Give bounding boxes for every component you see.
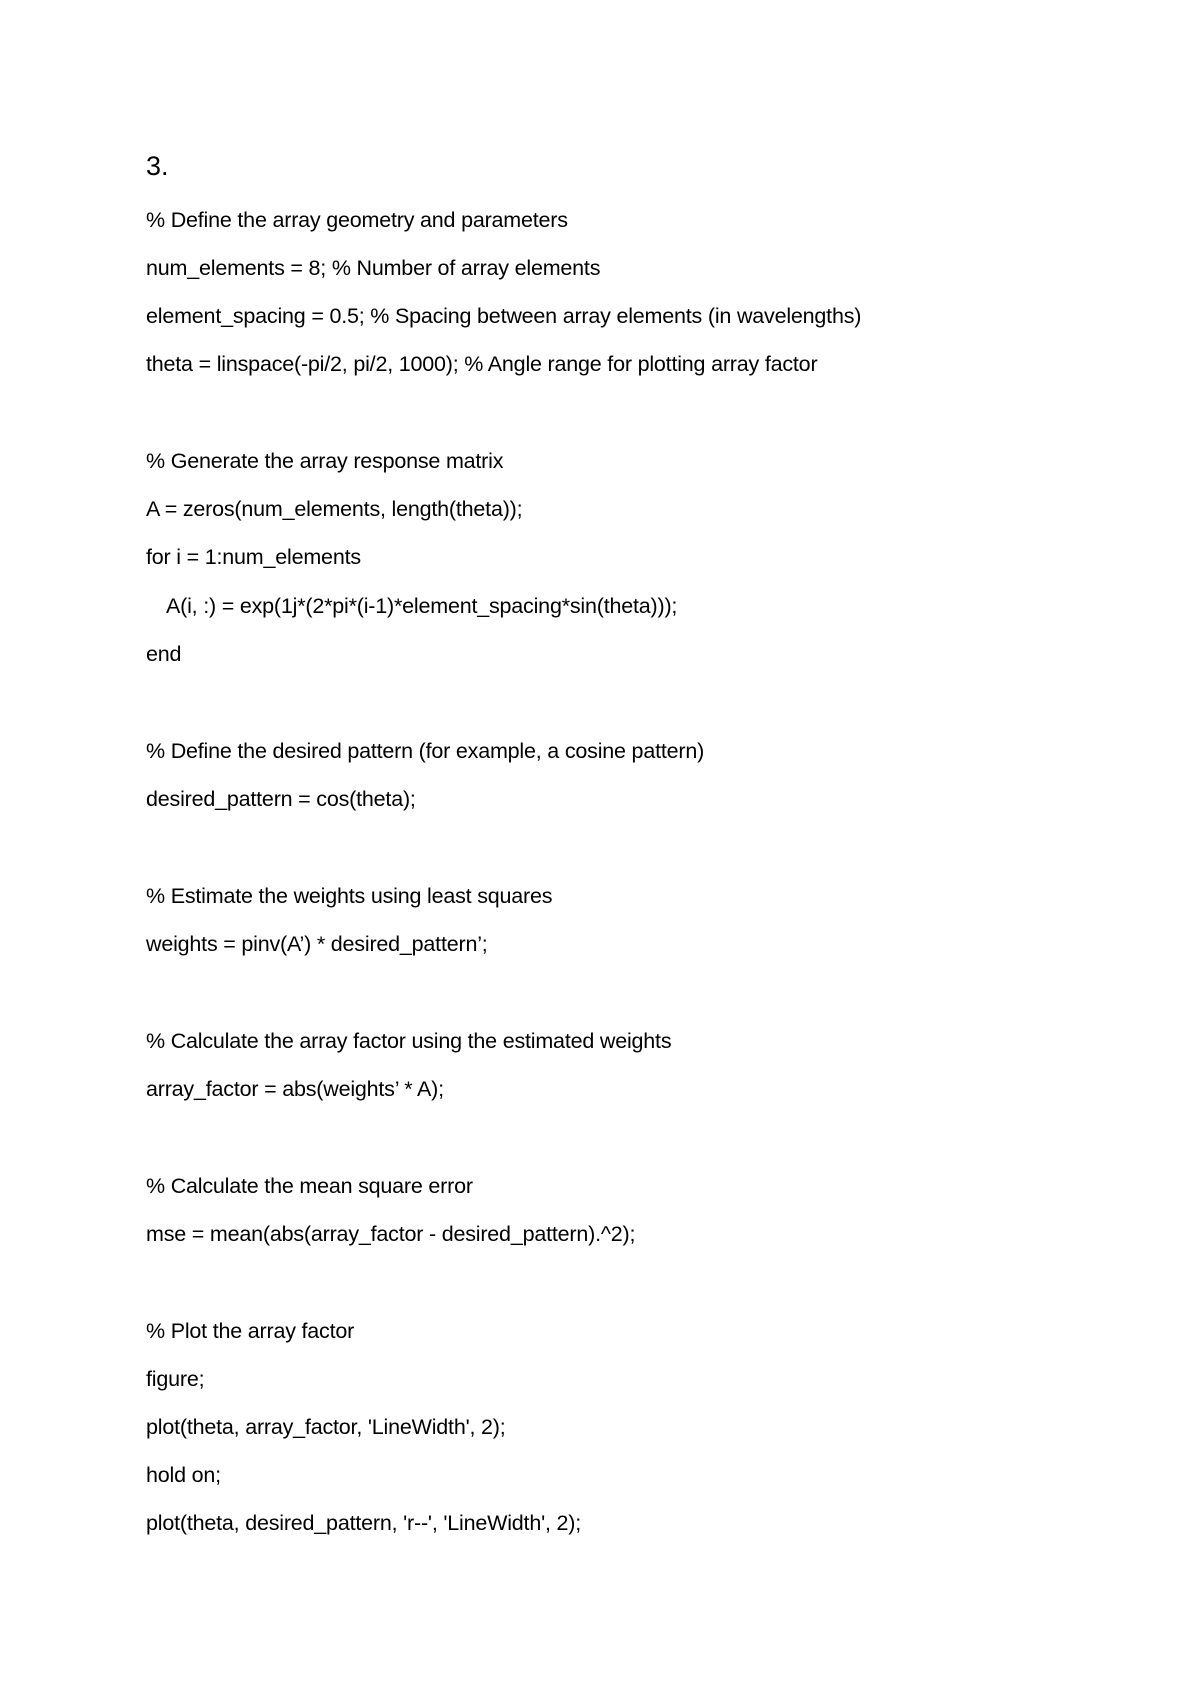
code-line: element_spacing = 0.5; % Spacing between array elements (in wavelengths): [146, 304, 862, 328]
code-line: plot(theta, desired_pattern, 'r--', 'LineWidth', 2);: [146, 1511, 582, 1535]
code-line: plot(theta, array_factor, 'LineWidth', 2);: [146, 1415, 506, 1439]
code-line: A = zeros(num_elements, length(theta));: [146, 497, 523, 521]
section-number: 3.: [146, 151, 169, 181]
code-line: num_elements = 8; % Number of array elements: [146, 256, 601, 280]
code-line: end: [146, 642, 182, 666]
code-line: weights = pinv(A’) * desired_pattern’;: [146, 932, 488, 956]
code-comment: % Estimate the weights using least squares: [146, 884, 553, 908]
code-line: theta = linspace(-pi/2, pi/2, 1000); % Angle range for plotting array factor: [146, 352, 818, 376]
code-line: A(i, :) = exp(1j*(2*pi*(i-1)*element_spacing*sin(theta)));: [166, 594, 678, 618]
code-line: desired_pattern = cos(theta);: [146, 787, 416, 811]
code-comment: % Define the array geometry and parameters: [146, 208, 568, 232]
code-comment: % Calculate the mean square error: [146, 1174, 473, 1198]
code-line: figure;: [146, 1367, 205, 1391]
code-line: for i = 1:num_elements: [146, 545, 361, 569]
code-comment: % Generate the array response matrix: [146, 449, 504, 473]
code-line: hold on;: [146, 1463, 221, 1487]
code-comment: % Define the desired pattern (for example, a cosine pattern): [146, 739, 705, 763]
code-comment: % Plot the array factor: [146, 1319, 355, 1343]
code-comment: % Calculate the array factor using the estimated weights: [146, 1029, 672, 1053]
code-line: array_factor = abs(weights’ * A);: [146, 1077, 444, 1101]
code-line: mse = mean(abs(array_factor - desired_pattern).^2);: [146, 1222, 636, 1246]
